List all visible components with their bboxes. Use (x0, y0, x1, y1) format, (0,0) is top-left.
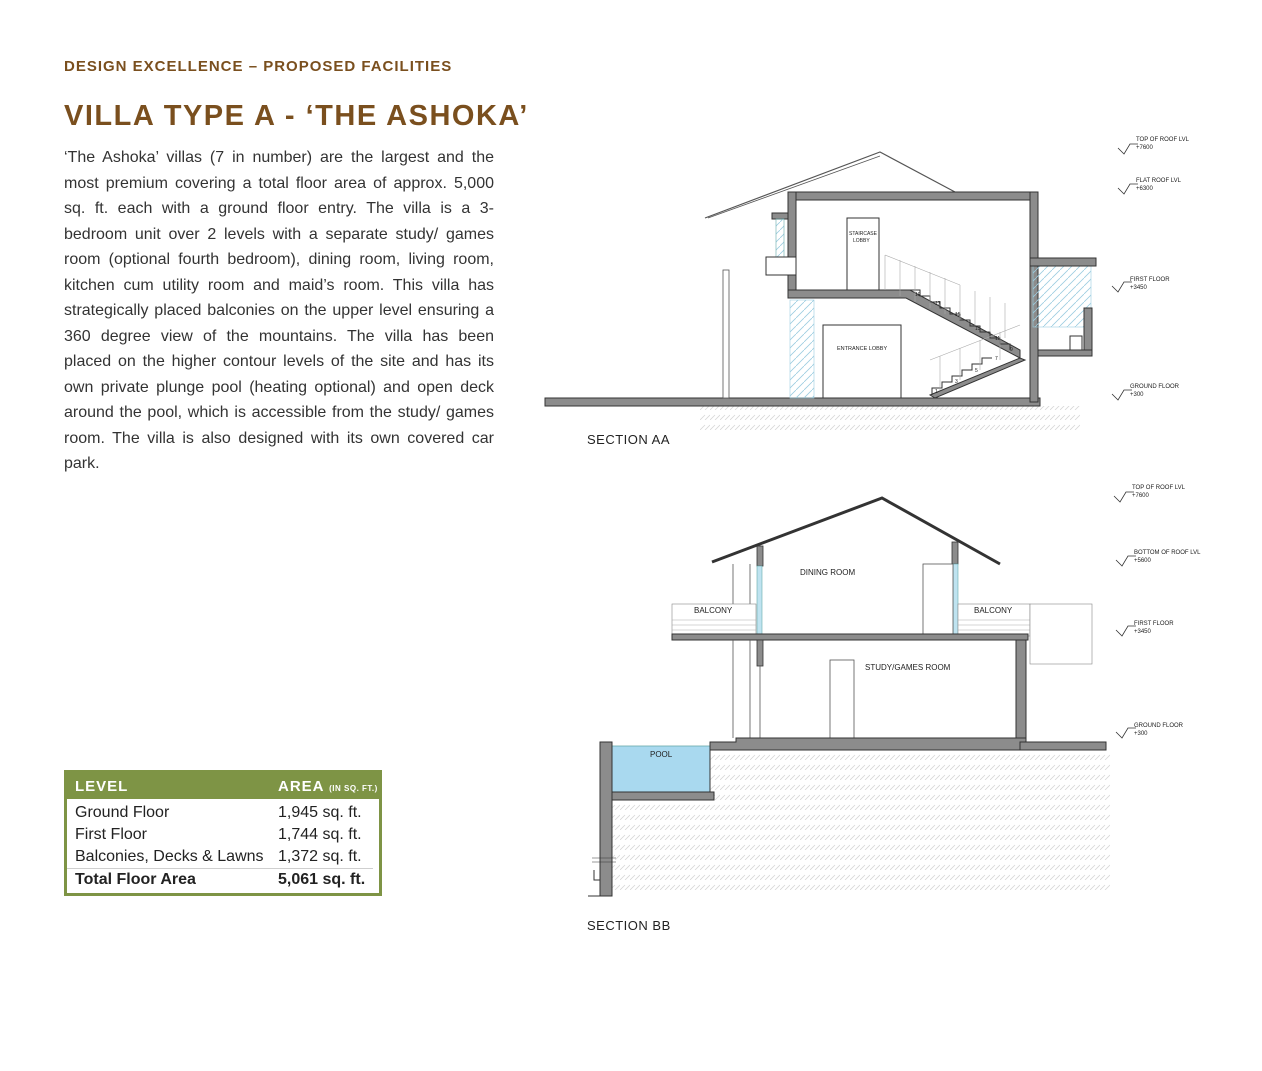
balcony-left-label: BALCONY (694, 606, 733, 615)
table-row (67, 802, 379, 824)
section-kicker: DESIGN EXCELLENCE – PROPOSED FACILITIES (64, 58, 453, 75)
svg-text:GROUND FLOOR: GROUND FLOOR (1134, 723, 1184, 729)
staircase-label-a: STAIRCASE (849, 231, 877, 237)
retaining-wall (600, 742, 612, 896)
svg-text:+7600: +7600 (1136, 145, 1153, 151)
step-number: 15 (955, 312, 961, 318)
svg-text:+300: +300 (1134, 731, 1148, 737)
level-marker (1112, 277, 1170, 292)
staircase-lobby-door (847, 218, 879, 290)
row-level: Balconies, Decks & Lawns (75, 848, 264, 865)
study-door (830, 660, 854, 740)
svg-text:+7600: +7600 (1132, 493, 1149, 499)
svg-text:TOP OF ROOF LVL: TOP OF ROOF LVL (1132, 485, 1186, 491)
step-number: 11 (995, 336, 1001, 342)
dining-room-label: DINING ROOM (800, 568, 856, 577)
level-marker (1116, 723, 1184, 738)
total-area: 5,061 sq. ft. (278, 871, 366, 888)
svg-text:+6300: +6300 (1136, 186, 1153, 192)
entrance-lobby-label: ENTRANCE LOBBY (837, 346, 888, 352)
ground-slab (545, 398, 1040, 406)
page-title: VILLA TYPE A - ‘THE ASHOKA’ (64, 100, 529, 132)
level-marker (1116, 621, 1174, 636)
step-number: 13 (975, 326, 981, 332)
step-number: 17 (935, 301, 941, 307)
section-aa-caption: SECTION AA (587, 432, 671, 447)
step-number: 1 (935, 389, 938, 395)
level-marker (1118, 178, 1182, 194)
area-table-header (67, 773, 379, 799)
svg-text:BOTTOM OF ROOF LVL: BOTTOM OF ROOF LVL (1134, 550, 1201, 556)
svg-text:GROUND FLOOR: GROUND FLOOR (1130, 384, 1180, 390)
section-bb-drawing (580, 480, 1240, 900)
svg-text:+5600: +5600 (1134, 558, 1151, 564)
flat-roof-slab (788, 192, 1038, 200)
step-number: 9 (1010, 347, 1013, 353)
level-marker (1116, 550, 1201, 566)
row-area: 1,372 sq. ft. (278, 848, 362, 865)
section-bb-caption: SECTION BB (587, 918, 671, 933)
level-marker (1114, 485, 1186, 502)
first-floor-slab (672, 634, 1028, 640)
total-row (67, 868, 373, 891)
ground-soil (700, 406, 1080, 430)
table-row (67, 846, 379, 868)
area-column-header: AREA (IN SQ. FT.) (278, 777, 378, 795)
step-number: 19 (915, 292, 921, 298)
roof-outline (705, 152, 955, 218)
svg-text:FLAT ROOF LVL: FLAT ROOF LVL (1136, 178, 1182, 184)
table-row (67, 824, 379, 846)
step-number: 3 (955, 379, 958, 385)
svg-text:FIRST FLOOR: FIRST FLOOR (1134, 621, 1174, 627)
svg-text:FIRST FLOOR: FIRST FLOOR (1130, 277, 1170, 283)
level-marker (1112, 384, 1180, 400)
pool-label: POOL (650, 750, 673, 759)
svg-text:+300: +300 (1130, 392, 1144, 398)
area-table (64, 770, 382, 896)
step-number: 5 (975, 368, 978, 374)
total-level: Total Floor Area (75, 871, 196, 888)
villa-description: ‘The Ashoka’ villas (7 in number) are the largest and the most premium covering a total floor area of approx. 5,000 sq. ft. each with a ground floor entry. The villa is a 3-bedroom unit over 2 levels with a separate study/ games room (optional fourth bedroom), dining room, living room, kitchen cum utility room and maid’s room. This villa has strategically placed balconies on the upper level ensuring a 360 degree view of the mountains. The villa has been placed on the higher contour levels of the site and has its own private plunge pool (heating optional) and open deck around the pool, which is accessible from the study/ games room. The villa is also designed with its own covered car park. (64, 149, 494, 472)
svg-text:+3450: +3450 (1130, 285, 1147, 291)
study-room-label: STUDY/GAMES ROOM (865, 663, 951, 672)
step-number: 7 (995, 356, 998, 362)
row-area: 1,744 sq. ft. (278, 826, 362, 843)
ground-slab (710, 738, 1026, 750)
row-level: First Floor (75, 826, 147, 843)
section-aa-drawing (540, 110, 1240, 440)
svg-text:+3450: +3450 (1134, 629, 1151, 635)
svg-text:TOP OF ROOF LVL: TOP OF ROOF LVL (1136, 137, 1190, 143)
row-area: 1,945 sq. ft. (278, 804, 362, 821)
entrance-lobby (823, 325, 901, 398)
right-wall (1016, 640, 1026, 750)
balcony-right-label: BALCONY (974, 606, 1013, 615)
level-column-header: LEVEL (75, 777, 129, 795)
staircase-label-b: LOBBY (853, 238, 870, 244)
level-marker (1118, 137, 1190, 154)
area-unit: (IN SQ. FT.) (329, 783, 378, 793)
row-level: Ground Floor (75, 804, 170, 821)
